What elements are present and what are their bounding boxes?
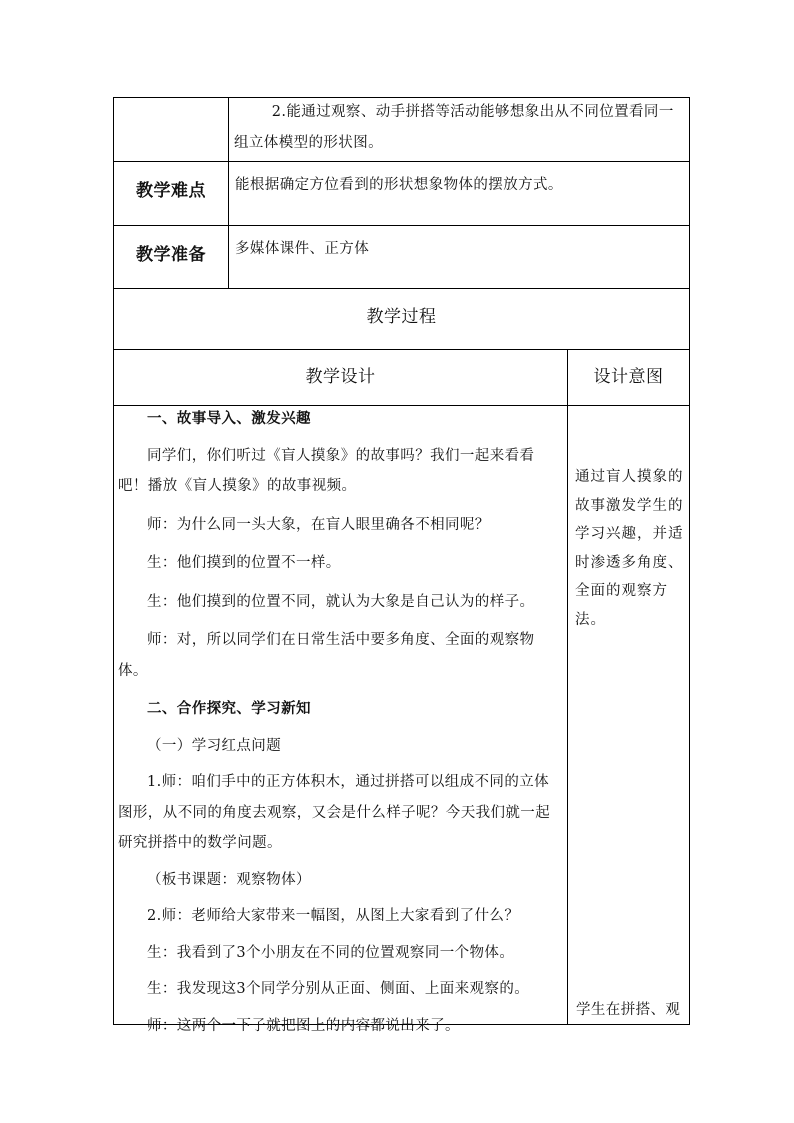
intent-note-1: 通过盲人摸象的故事激发学生的学习兴趣，并适时渗透多角度、全面的观察方法。 — [575, 469, 684, 628]
section-heading: 二、合作探究、学习新知 — [147, 700, 311, 717]
paragraph: 2.师：老师给大家带来一幅图，从图上大家看到了什么？ — [147, 908, 520, 924]
paragraph: （板书课题：观察物体） — [147, 871, 311, 888]
process-title: 教学过程 — [366, 307, 437, 327]
preparation-label: 教学准备 — [136, 245, 206, 265]
design-header: 教学设计 — [305, 367, 376, 387]
table-border-right — [689, 97, 690, 1025]
intent-note-2: 学生在拼搭、观 — [576, 1002, 681, 1018]
section-heading: 一、故事导入、激发兴趣 — [147, 410, 311, 427]
intent-column-divider — [567, 349, 568, 1025]
row-divider — [113, 225, 690, 226]
table-border-left — [113, 97, 114, 1025]
subsection-heading: （一）学习红点问题 — [147, 737, 282, 754]
paragraph: 同学们，你们听过《盲人摸象》的故事吗？我们一起来看看吧！播放《盲人摸象》的故事视频。 — [118, 447, 535, 494]
paragraph: 师：这两个一下子就把图上的内容都说出来了。 — [147, 1017, 460, 1034]
paragraph: 生：我看到了3个小朋友在不同的位置观察同一个物体。 — [147, 944, 515, 961]
difficulty-label: 教学难点 — [136, 181, 206, 201]
row-divider — [113, 349, 690, 350]
intent-header: 设计意图 — [593, 367, 664, 387]
paragraph: 师：为什么同一头大象，在盲人眼里确各不相同呢？ — [147, 516, 490, 533]
paragraph: 生：他们摸到的位置不同，就认为大象是自己认为的样子。 — [147, 593, 535, 610]
design-content — [118, 404, 562, 1041]
paragraph: 生：我发现这3个同学分别从正面、侧面、上面来观察的。 — [147, 981, 530, 997]
label-column-divider — [228, 97, 229, 289]
preparation-content: 多媒体课件、正方体 — [235, 241, 370, 257]
row-divider — [113, 161, 690, 162]
paragraph: 师：对，所以同学们在日常生活中要多角度、全面的观察物体。 — [118, 632, 535, 679]
difficulty-content: 能根据确定方位看到的形状想象物体的摆放方式。 — [235, 177, 563, 193]
objective-text: 2.能通过观察、动手拼搭等活动能够想象出从不同位置看同一组立体模型的形状图。 — [234, 104, 674, 151]
paragraph: 1.师：咱们手中的正方体积木，通过拼搭可以组成不同的立体图形，从不同的角度去观察，又会是什么样子呢？今天我们就一起研究拼搭中的数学问题。 — [118, 774, 551, 851]
paragraph: 生：他们摸到的位置不一样。 — [147, 555, 341, 571]
row-divider — [113, 288, 690, 289]
objective-item-2 — [234, 97, 686, 159]
